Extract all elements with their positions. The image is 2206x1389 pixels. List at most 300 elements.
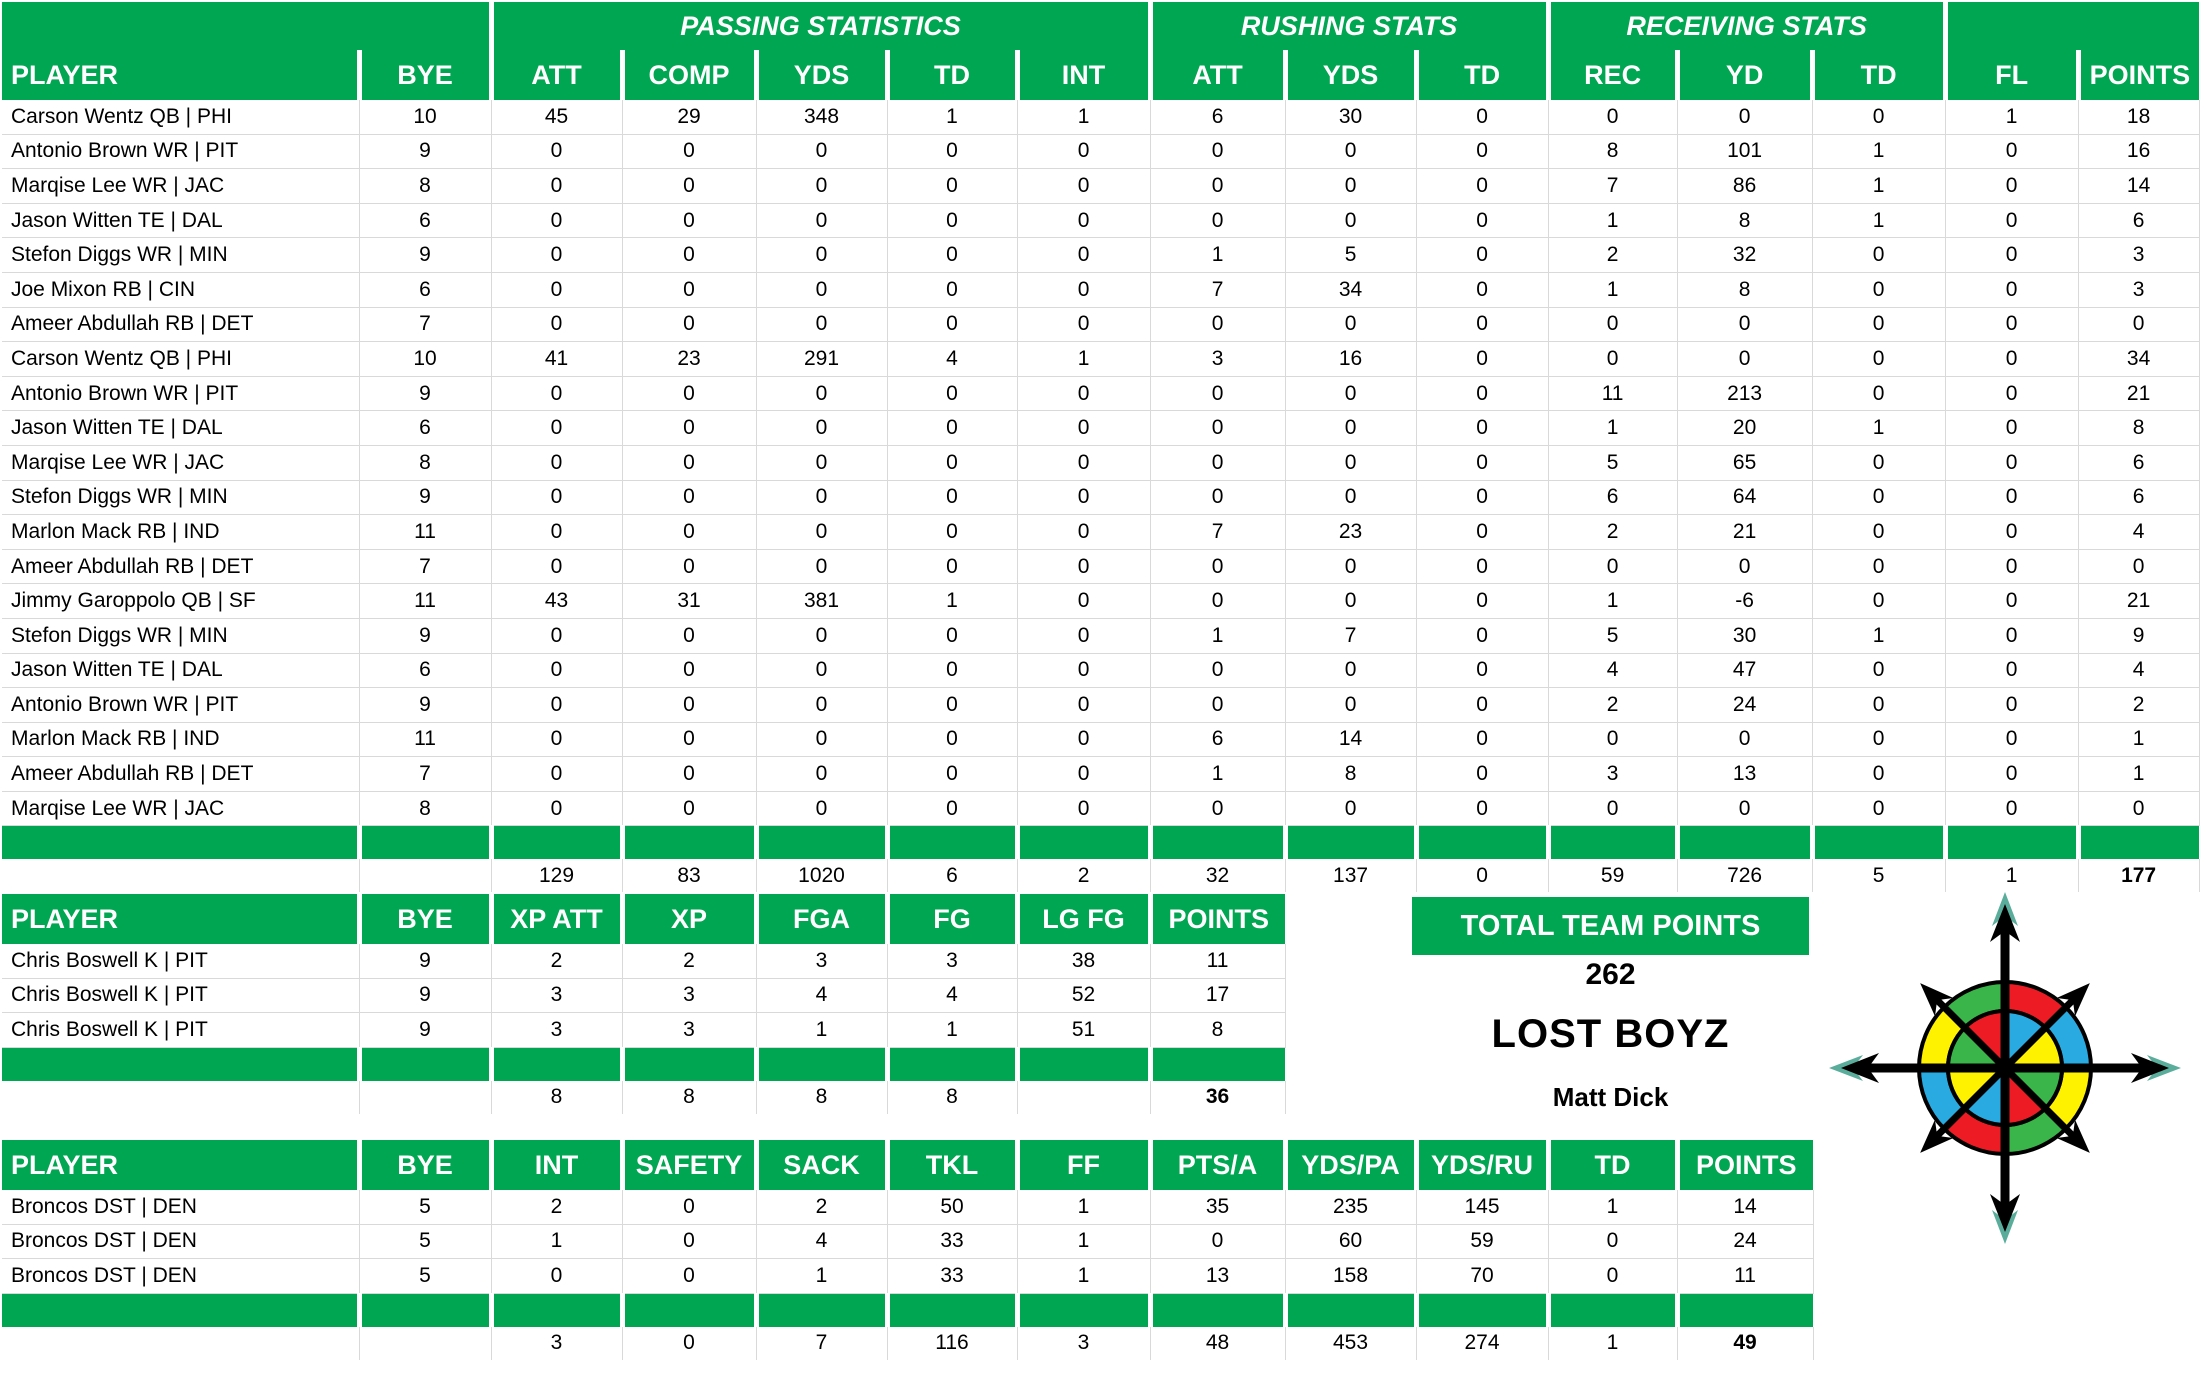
stat-cell: 10 [359, 342, 491, 377]
compass-rose-icon [1825, 888, 2185, 1248]
player-row [2, 376, 2199, 411]
stat-cell: 9 [359, 238, 491, 273]
stat-cell: -6 [1677, 584, 1812, 619]
stat-cell: 0 [622, 169, 756, 204]
player-row [2, 100, 2199, 134]
stat-cell: 0 [1285, 653, 1416, 688]
total-cell: 8 [491, 1081, 622, 1114]
stat-cell: 0 [887, 134, 1017, 169]
stat-cell: 0 [1017, 480, 1150, 515]
stat-cell: 0 [756, 618, 887, 653]
stat-cell: 0 [1812, 515, 1945, 550]
stat-cell: 51 [1017, 1013, 1150, 1048]
total-cell [2, 1081, 359, 1114]
stat-cell: 0 [756, 307, 887, 342]
total-cell: 3 [1017, 1327, 1150, 1360]
stat-cell: 0 [1945, 549, 2078, 584]
stat-cell: 0 [491, 1259, 622, 1294]
separator-cell [756, 826, 887, 860]
total-cell: 8 [887, 1081, 1017, 1114]
stat-cell: 8 [1285, 757, 1416, 792]
stat-cell: 7 [359, 549, 491, 584]
stat-cell: 0 [491, 618, 622, 653]
stat-cell: 1 [1812, 203, 1945, 238]
stat-cell: 65 [1677, 445, 1812, 480]
player-cell: Broncos DST | DEN [2, 1190, 359, 1224]
total-cell: 116 [887, 1327, 1017, 1360]
stat-cell: 0 [1677, 100, 1812, 134]
stat-cell: 2 [756, 1190, 887, 1224]
stat-cell: 0 [1812, 688, 1945, 723]
stat-cell: 1 [1548, 1190, 1677, 1224]
stat-cell: 34 [1285, 272, 1416, 307]
separator-cell [1677, 826, 1812, 860]
stat-cell: 0 [1945, 445, 2078, 480]
stat-cell: 6 [359, 203, 491, 238]
stat-cell: 7 [1285, 618, 1416, 653]
stat-cell: 0 [887, 411, 1017, 446]
stat-cell: 0 [622, 238, 756, 273]
stat-cell: 52 [1017, 978, 1150, 1013]
stat-cell: 6 [2078, 480, 2199, 515]
stat-cell: 3 [2078, 272, 2199, 307]
stat-cell: 9 [359, 480, 491, 515]
player-cell: Joe Mixon RB | CIN [2, 272, 359, 307]
stat-cell: 0 [1812, 791, 1945, 826]
column-header-sack: SACK [756, 1140, 887, 1190]
separator-cell [622, 1047, 756, 1081]
stat-cell: 0 [1416, 515, 1548, 550]
stat-cell: 8 [1677, 203, 1812, 238]
stat-cell: 1 [1017, 1190, 1150, 1224]
column-header-row [2, 50, 2199, 100]
stat-cell: 0 [491, 238, 622, 273]
stat-cell: 8 [2078, 411, 2199, 446]
player-cell: Chris Boswell K | PIT [2, 944, 359, 978]
column-header-row [2, 1140, 1813, 1190]
separator-cell [2078, 826, 2199, 860]
stat-cell: 0 [1945, 238, 2078, 273]
player-cell: Broncos DST | DEN [2, 1259, 359, 1294]
stat-cell: 13 [1150, 1259, 1285, 1294]
stat-cell: 0 [1285, 584, 1416, 619]
stat-cell: 41 [491, 342, 622, 377]
stat-cell: 0 [756, 653, 887, 688]
stat-cell: 0 [1416, 757, 1548, 792]
stat-cell: 8 [359, 445, 491, 480]
separator-cell [1150, 826, 1285, 860]
stat-cell: 0 [622, 411, 756, 446]
player-row [2, 515, 2199, 550]
stat-cell: 2 [1548, 238, 1677, 273]
separator-cell [2, 1293, 359, 1327]
stat-cell: 3 [1150, 342, 1285, 377]
separator-row [2, 826, 2199, 860]
player-cell: Chris Boswell K | PIT [2, 978, 359, 1013]
stat-cell: 0 [1945, 515, 2078, 550]
stat-cell: 0 [1150, 1224, 1285, 1259]
total-cell: 1 [1945, 859, 2078, 892]
stat-cell: 5 [1548, 445, 1677, 480]
stat-cell: 0 [1150, 203, 1285, 238]
stat-cell: 10 [359, 100, 491, 134]
stat-cell: 0 [491, 653, 622, 688]
total-cell: 726 [1677, 859, 1812, 892]
stat-cell: 0 [1812, 722, 1945, 757]
stat-cell: 1 [491, 1224, 622, 1259]
stat-cell: 33 [887, 1259, 1017, 1294]
stat-cell: 0 [756, 688, 887, 723]
stat-cell: 0 [1548, 791, 1677, 826]
stat-cell: 291 [756, 342, 887, 377]
stat-cell: 9 [359, 376, 491, 411]
stat-cell: 0 [1812, 757, 1945, 792]
player-cell: Antonio Brown WR | PIT [2, 688, 359, 723]
stat-cell: 0 [622, 1224, 756, 1259]
column-header-xp: XP [622, 894, 756, 944]
stat-cell: 70 [1416, 1259, 1548, 1294]
separator-cell [1677, 1293, 1813, 1327]
stat-cell: 0 [887, 169, 1017, 204]
stat-cell: 0 [1416, 688, 1548, 723]
total-cell [359, 1081, 491, 1114]
stat-cell: 0 [887, 376, 1017, 411]
kicker-stats-table [2, 894, 1286, 1114]
stat-cell: 23 [622, 342, 756, 377]
player-row [2, 757, 2199, 792]
stat-cell: 6 [359, 411, 491, 446]
stat-cell: 0 [491, 376, 622, 411]
separator-cell [887, 1047, 1017, 1081]
stat-cell: 1 [1548, 411, 1677, 446]
stat-cell: 1 [1812, 618, 1945, 653]
stat-cell: 0 [1285, 169, 1416, 204]
stat-cell: 1 [1150, 618, 1285, 653]
player-row [2, 272, 2199, 307]
column-header-att: ATT [1150, 50, 1285, 100]
stat-cell: 0 [1945, 307, 2078, 342]
separator-cell [622, 1293, 756, 1327]
stat-cell: 7 [1150, 272, 1285, 307]
player-row [2, 238, 2199, 273]
stat-cell: 0 [1812, 238, 1945, 273]
stat-cell: 2 [622, 944, 756, 978]
stat-cell: 0 [1812, 307, 1945, 342]
stat-cell: 0 [1548, 549, 1677, 584]
stat-cell: 0 [1416, 549, 1548, 584]
separator-cell [887, 826, 1017, 860]
stat-cell: 9 [359, 1013, 491, 1048]
stat-cell: 0 [1548, 100, 1677, 134]
column-header-comp: COMP [622, 50, 756, 100]
stat-cell: 0 [1677, 791, 1812, 826]
stat-cell: 0 [756, 238, 887, 273]
stat-cell: 0 [1017, 307, 1150, 342]
stat-cell: 0 [887, 722, 1017, 757]
total-cell: 5 [1812, 859, 1945, 892]
stat-cell: 1 [2078, 757, 2199, 792]
separator-cell [359, 826, 491, 860]
stat-cell: 0 [622, 722, 756, 757]
separator-cell [359, 1047, 491, 1081]
stat-cell: 0 [1285, 480, 1416, 515]
stat-cell: 0 [1416, 722, 1548, 757]
stat-cell: 0 [1285, 134, 1416, 169]
stat-cell: 0 [1017, 688, 1150, 723]
stat-cell: 3 [1548, 757, 1677, 792]
stat-cell: 8 [1548, 134, 1677, 169]
stat-cell: 0 [1150, 169, 1285, 204]
stat-cell: 0 [1416, 134, 1548, 169]
stat-cell: 9 [2078, 618, 2199, 653]
separator-cell [756, 1047, 887, 1081]
stat-cell: 4 [756, 1224, 887, 1259]
stat-cell: 0 [491, 722, 622, 757]
column-header-td: TD [1548, 1140, 1677, 1190]
stat-cell: 2 [491, 1190, 622, 1224]
stat-cell: 1 [756, 1259, 887, 1294]
stat-cell: 0 [887, 618, 1017, 653]
stat-cell: 145 [1416, 1190, 1548, 1224]
stat-cell: 0 [1285, 307, 1416, 342]
stat-cell: 0 [491, 272, 622, 307]
stat-cell: 0 [1416, 480, 1548, 515]
player-row [2, 445, 2199, 480]
player-cell: Carson Wentz QB | PHI [2, 100, 359, 134]
stat-cell: 0 [1017, 134, 1150, 169]
column-header-fg: FG [887, 894, 1017, 944]
column-header-xp-att: XP ATT [491, 894, 622, 944]
stat-cell: 0 [491, 757, 622, 792]
stat-cell: 0 [2078, 307, 2199, 342]
stat-cell: 0 [887, 515, 1017, 550]
player-row [2, 1259, 1813, 1294]
stat-cell: 0 [1017, 376, 1150, 411]
stat-cell: 0 [622, 791, 756, 826]
player-row [2, 549, 2199, 584]
player-row [2, 722, 2199, 757]
total-cell: 1 [1548, 1327, 1677, 1360]
group-header-spacer [1945, 2, 2199, 50]
column-header-player: PLAYER [2, 1140, 359, 1190]
stat-cell: 0 [491, 445, 622, 480]
separator-row [2, 1293, 1813, 1327]
stat-cell: 0 [1945, 722, 2078, 757]
player-cell: Marqise Lee WR | JAC [2, 791, 359, 826]
stat-cell: 7 [1548, 169, 1677, 204]
column-header-int: INT [1017, 50, 1150, 100]
total-cell: 3 [491, 1327, 622, 1360]
stat-cell: 0 [491, 411, 622, 446]
player-row [2, 1013, 1285, 1048]
stat-cell: 5 [359, 1224, 491, 1259]
player-cell: Marqise Lee WR | JAC [2, 169, 359, 204]
stat-cell: 0 [756, 757, 887, 792]
stat-cell: 2 [1548, 688, 1677, 723]
stat-cell: 0 [1945, 203, 2078, 238]
total-cell: 0 [622, 1327, 756, 1360]
total-cell: 7 [756, 1327, 887, 1360]
stat-cell: 0 [1150, 307, 1285, 342]
stat-cell: 1 [887, 100, 1017, 134]
player-row [2, 618, 2199, 653]
stat-cell: 0 [622, 272, 756, 307]
stat-cell: 8 [1150, 1013, 1285, 1048]
stat-cell: 4 [887, 978, 1017, 1013]
column-header-yds: YDS [1285, 50, 1416, 100]
stat-cell: 0 [491, 688, 622, 723]
stat-cell: 0 [1017, 584, 1150, 619]
stat-cell: 0 [1285, 549, 1416, 584]
player-cell: Stefon Diggs WR | MIN [2, 618, 359, 653]
stat-cell: 0 [1285, 791, 1416, 826]
stat-cell: 0 [756, 411, 887, 446]
column-header-bye: BYE [359, 50, 491, 100]
stat-cell: 0 [756, 272, 887, 307]
stat-cell: 0 [1416, 203, 1548, 238]
stat-cell: 5 [359, 1190, 491, 1224]
stat-cell: 4 [2078, 653, 2199, 688]
stat-cell: 381 [756, 584, 887, 619]
column-header-pts-a: PTS/A [1150, 1140, 1285, 1190]
stat-cell: 0 [1945, 342, 2078, 377]
stat-cell: 0 [1416, 272, 1548, 307]
column-header-yds: YDS [756, 50, 887, 100]
separator-cell [1416, 1293, 1548, 1327]
stat-cell: 0 [622, 134, 756, 169]
stat-cell: 0 [887, 480, 1017, 515]
total-team-points-box [1412, 897, 1809, 955]
stat-cell: 43 [491, 584, 622, 619]
total-cell: 129 [491, 859, 622, 892]
stat-cell: 158 [1285, 1259, 1416, 1294]
stat-cell: 6 [2078, 445, 2199, 480]
stat-cell: 0 [1677, 549, 1812, 584]
stat-cell: 11 [1548, 376, 1677, 411]
stat-cell: 0 [491, 169, 622, 204]
group-header-rushing-stats: RUSHING STATS [1150, 2, 1548, 50]
stat-cell: 9 [359, 134, 491, 169]
stat-cell: 0 [1416, 238, 1548, 273]
column-header-int: INT [491, 1140, 622, 1190]
total-cell: 48 [1150, 1327, 1285, 1360]
stat-cell: 0 [622, 653, 756, 688]
player-cell: Ameer Abdullah RB | DET [2, 307, 359, 342]
stat-cell: 0 [1812, 272, 1945, 307]
stat-cell: 0 [756, 134, 887, 169]
stat-cell: 0 [1416, 445, 1548, 480]
stat-cell: 1 [1017, 1224, 1150, 1259]
stat-cell: 0 [1548, 1224, 1677, 1259]
total-cell: 83 [622, 859, 756, 892]
stat-cell: 6 [1150, 100, 1285, 134]
total-cell [2, 859, 359, 892]
stat-cell: 0 [1677, 342, 1812, 377]
stat-cell: 34 [2078, 342, 2199, 377]
total-cell: 177 [2078, 859, 2199, 892]
stat-cell: 0 [887, 757, 1017, 792]
stat-cell: 0 [491, 307, 622, 342]
stat-cell: 0 [622, 549, 756, 584]
total-cell: 6 [887, 859, 1017, 892]
stat-cell: 0 [1416, 618, 1548, 653]
stat-cell: 101 [1677, 134, 1812, 169]
stat-cell: 0 [756, 203, 887, 238]
separator-cell [622, 826, 756, 860]
stat-cell: 6 [1548, 480, 1677, 515]
column-header-yd: YD [1677, 50, 1812, 100]
stat-cell: 14 [1285, 722, 1416, 757]
player-cell: Ameer Abdullah RB | DET [2, 757, 359, 792]
stat-cell: 0 [491, 791, 622, 826]
stat-cell: 7 [359, 757, 491, 792]
column-header-player: PLAYER [2, 894, 359, 944]
player-row [2, 978, 1285, 1013]
separator-cell [1945, 826, 2078, 860]
separator-cell [1416, 826, 1548, 860]
player-cell: Antonio Brown WR | PIT [2, 134, 359, 169]
column-header-rec: REC [1548, 50, 1677, 100]
stat-cell: 8 [359, 791, 491, 826]
stat-cell: 0 [491, 203, 622, 238]
stat-group-header-row [2, 2, 2199, 50]
stat-cell: 0 [1150, 584, 1285, 619]
stat-cell: 59 [1416, 1224, 1548, 1259]
owner-name: Matt Dick [1552, 1082, 1669, 1112]
stat-cell: 14 [1677, 1190, 1813, 1224]
stat-cell: 0 [887, 307, 1017, 342]
stat-cell: 64 [1677, 480, 1812, 515]
separator-cell [1017, 1047, 1150, 1081]
column-header-row [2, 894, 1285, 944]
stat-cell: 0 [756, 169, 887, 204]
stat-cell: 0 [1945, 618, 2078, 653]
stat-cell: 0 [1945, 480, 2078, 515]
stat-cell: 4 [756, 978, 887, 1013]
stat-cell: 3 [491, 978, 622, 1013]
player-cell: Jason Witten TE | DAL [2, 203, 359, 238]
total-cell [359, 1327, 491, 1360]
column-header-bye: BYE [359, 894, 491, 944]
stat-cell: 0 [1416, 169, 1548, 204]
totals-row [2, 1327, 1813, 1360]
stat-cell: 6 [359, 272, 491, 307]
player-cell: Marlon Mack RB | IND [2, 722, 359, 757]
stat-cell: 9 [359, 978, 491, 1013]
player-cell: Stefon Diggs WR | MIN [2, 238, 359, 273]
stat-cell: 0 [887, 653, 1017, 688]
separator-cell [1812, 826, 1945, 860]
stat-cell: 0 [1285, 688, 1416, 723]
column-header-td: TD [1416, 50, 1548, 100]
total-team-points-value: 262 [1585, 958, 1636, 991]
stat-cell: 0 [1945, 134, 2078, 169]
player-cell: Chris Boswell K | PIT [2, 1013, 359, 1048]
stat-cell: 0 [622, 480, 756, 515]
player-cell: Marqise Lee WR | JAC [2, 445, 359, 480]
stat-cell: 0 [1150, 688, 1285, 723]
stat-cell: 0 [491, 134, 622, 169]
stat-cell: 0 [1812, 584, 1945, 619]
offense-stats-table [2, 2, 2200, 892]
stat-cell: 0 [887, 272, 1017, 307]
stat-cell: 1 [887, 584, 1017, 619]
stat-cell: 0 [1017, 549, 1150, 584]
stat-cell: 0 [622, 445, 756, 480]
player-cell: Jason Witten TE | DAL [2, 653, 359, 688]
stat-cell: 7 [1150, 515, 1285, 550]
stat-cell: 5 [1548, 618, 1677, 653]
